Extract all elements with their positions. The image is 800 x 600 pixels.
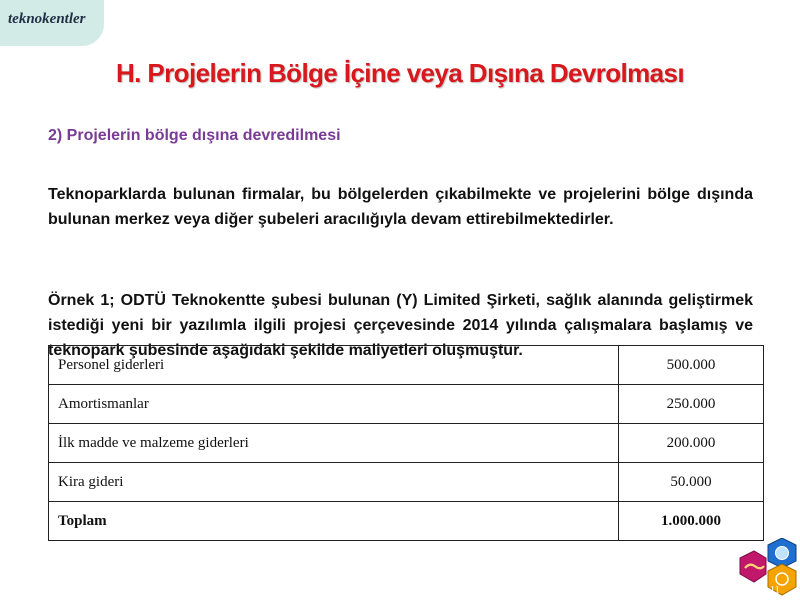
table-cell-label: Amortismanlar (49, 385, 619, 424)
world-handshake-badge-icon (734, 538, 800, 600)
table-cell-amount: 500.000 (619, 346, 764, 385)
slide-title: H. Projelerin Bölge İçine veya Dışına Devrolması (116, 58, 684, 88)
table-cell-amount: 50.000 (619, 463, 764, 502)
paragraph-intro: Teknoparklarda bulunan firmalar, bu bölgelerden çıkabilmekte ve projelerini bölge dışında bulunan merkez veya diğer şubeleri aracılığıyla devam ettirebilmektedirler. (48, 186, 753, 228)
table-cell-amount: 250.000 (619, 385, 764, 424)
table-cell-total-amount: 1.000.000 (619, 502, 764, 541)
page-number: 11 (770, 585, 780, 596)
table-cell-label: Kira gideri (49, 463, 619, 502)
table-row (49, 424, 764, 463)
table-row (49, 346, 764, 385)
table-row (49, 463, 764, 502)
table-cell-total-label: Toplam (49, 502, 619, 541)
section-subtitle: 2) Projelerin bölge dışına devredilmesi (48, 127, 341, 144)
table-cell-label: İlk madde ve malzeme giderleri (49, 424, 619, 463)
table-cell-amount: 200.000 (619, 424, 764, 463)
logo-text: teknokentler (8, 11, 86, 27)
table-cell-label: Personel giderleri (49, 346, 619, 385)
logo-tab (0, 0, 104, 46)
paragraph-example: Örnek 1; ODTÜ Teknokentte şubesi bulunan (Y) Limited Şirketi, sağlık alanında geliştirmek istediği yeni bir yazılımla ilgili projesi çerçevesinde 2014 yılında çalışmalara başlamış ve teknopark şubesinde aşağıdaki şekilde maliyetleri oluşmuştur. (48, 292, 753, 359)
table-row (49, 385, 764, 424)
cost-table (48, 345, 764, 541)
table-row-total (49, 502, 764, 541)
